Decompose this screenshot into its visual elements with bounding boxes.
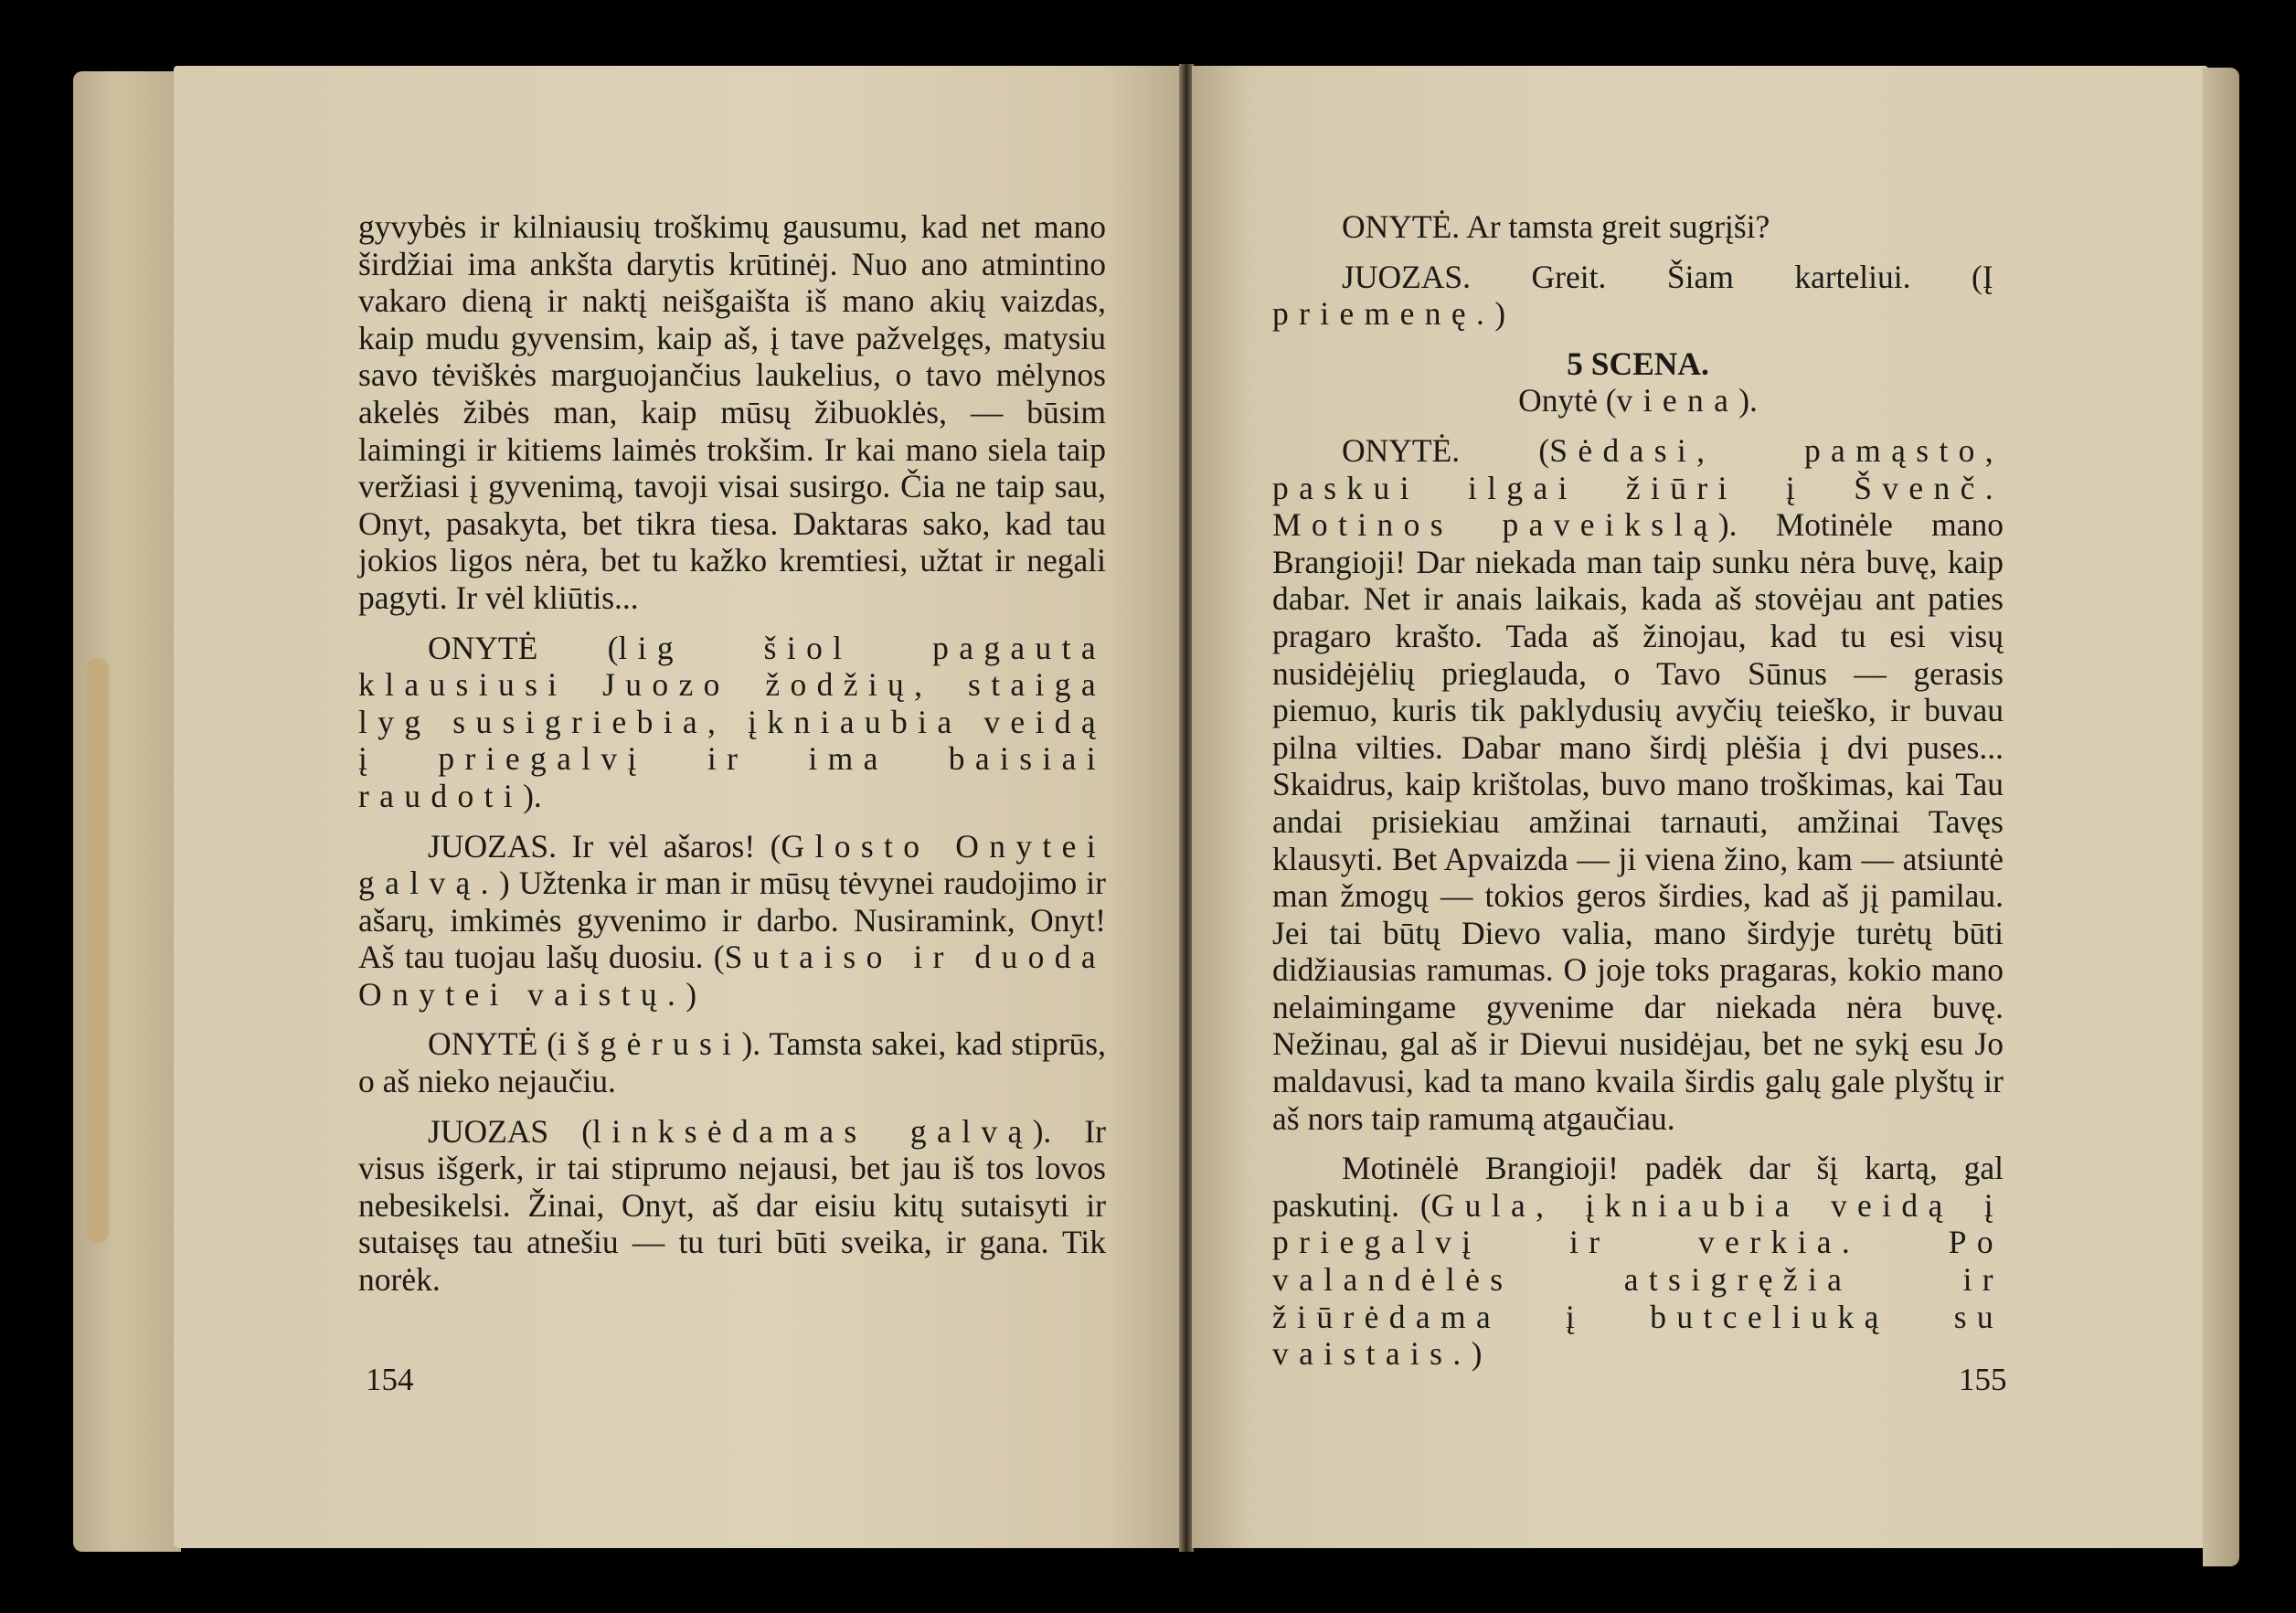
stage-direction: linksėdamas galvą [592, 1112, 1033, 1150]
dialogue-text: JUOZAS ( [428, 1112, 593, 1150]
dialogue-text: ONYTĖ. Ar tamsta greit sugrįši? [1342, 208, 1770, 245]
scene-subtitle [1272, 382, 2004, 419]
dialogue-text: ) [686, 975, 697, 1013]
page-number-right: 155 [1959, 1362, 2007, 1397]
stage-direction: lig šiol pagauta klausiusi Juozo žodžių, staiga lyg susigriebia, įkniaubia veidą į priegalvį ir ima baisiai raudoti [358, 629, 1106, 814]
paragraph-gap [1272, 333, 2004, 345]
paragraph-gap [358, 617, 1106, 630]
stage-direction: viena [1616, 382, 1739, 419]
paragraph [1272, 208, 2004, 246]
paragraph-gap [358, 1013, 1106, 1025]
dialogue-text: ). [1738, 382, 1758, 419]
paragraph-gap [358, 815, 1106, 828]
dialogue-text: ). Tamsta sakei, kad stiprūs, o aš nieko nejaučiu. [358, 1025, 1106, 1100]
dialogue-text: ) [1471, 1335, 1483, 1373]
right-page-edges [2203, 68, 2239, 1566]
dialogue-text: JUOZAS. Ir vėl ašaros! ( [428, 827, 781, 865]
paragraph-gap [1272, 419, 2004, 432]
stage-direction: Sutaiso ir duoda Onytei vaistų. [358, 939, 1106, 1013]
dialogue-text: Motinėlė Brangioji! padėk dar šį kartą, gal paskutinį. ( [1272, 1150, 2004, 1224]
page-stain [87, 658, 109, 1243]
dialogue-text: JUOZAS. Greit. Šiam karteliui. ( [1342, 258, 1982, 295]
paragraph-gap [1272, 246, 2004, 259]
dialogue-text: ONYTĖ ( [428, 629, 619, 666]
dialogue-text: ). [523, 777, 542, 814]
left-page-text [358, 208, 1106, 1299]
stage-direction: Glosto Onytei galvą. [358, 827, 1106, 902]
dialogue-text: gyvybės ir kilniausių troškimų gausumu, kad net mano širdžiai ima ankšta darytis krūtinėj. Nuo ano atmintino vakaro dieną ir naktį neišgaišta iš mano akių vaizdas, kaip mudu gyvensim, kaip aš, į tave pažvelgęs, matysiu savo tėviškės marguojančius laukelius, o tavo mėlynos akelės žibės man, kaip mūsų žibuoklės, — būsim laimingi ir kitiems laimės trokšim. Ir kai mano siela taip veržiasi į gyvenimą, tavoji visai susirgo. Čia ne taip sau, Onyt, pasakyta, bet tikra tiesa. Daktaras sako, kad tau jokios ligos nėra, bet tu kažko kremtiesi, užtat ir negali pagyti. Ir vėl kliūtis... [358, 208, 1106, 616]
paragraph [358, 828, 1106, 1013]
paragraph [1272, 259, 2004, 333]
dialogue-text: ). Motinėle mano Brangioji! Dar niekada man taip sunku nėra buvę, kaip dabar. Net ir anais laikais, kada aš stovėjau ant paties pragaro krašto. Tada aš žinojau, kad tu esi visų nusidėjėlių prieglauda, o Tavo Sūnus — gerasis piemuo, kuris tik paklydusių avyčių teieško, ir buvau pilna vilties. Dabar mano širdį plėšia į dvi puses... Skaidrus, kaip krištolas, buvo mano troškimas, kai Tau andai prisiekiau amžinai tarnauti, amžinai Tavęs klausyti. Bet Apvaizda — ji viena žino, kam — atsiuntė man žmogų — tokios geros širdies, kad aš jį pamilau. Jei tai būtų Dievo valia, mano širdyje turėtų būti didžiausias ramumas. O joje toks pragaras, kokio mano nelaimingame gyvenime dar niekada nėra buvę. Nežinau, gal aš ir Dievui nusidėjau, bet ne sykį esu Jo maldavusi, kad ta mano kvaila širdis galų gale plyštų ir aš nors taip ramumą atgaučiau. [1272, 506, 2004, 1137]
paragraph [358, 630, 1106, 815]
paragraph [358, 208, 1106, 617]
stage-direction: Sėdasi, pamąsto, paskui ilgai žiūri į Švenč. Motinos paveikslą [1272, 431, 2004, 544]
dialogue-text: Onytė ( [1518, 382, 1617, 419]
stage-direction: Į priemenę. [1272, 258, 2004, 333]
dialogue-text: ONYTĖ. ( [1342, 431, 1550, 469]
paragraph-gap [1272, 1137, 2004, 1150]
stage-direction: išgėrusi [558, 1025, 742, 1063]
paragraph [358, 1025, 1106, 1099]
page-number-left: 154 [366, 1362, 414, 1397]
dialogue-text: ) Užtenka ir man ir mūsų tėvynei raudojimo ir ašarų, imkimės gyvenimo ir darbo. Nusiramink, Onyt! Aš tau tuojau lašų duosiu. ( [358, 865, 1106, 976]
right-page-text [1272, 208, 2004, 1373]
dialogue-text: ONYTĖ ( [428, 1025, 558, 1063]
scene-title: 5 SCENA. [1567, 345, 1709, 382]
paragraph-gap [358, 1100, 1106, 1113]
paragraph [1272, 1150, 2004, 1373]
paragraph [1272, 432, 2004, 1137]
dialogue-text: ). Ir visus išgerk, ir tai stiprumo nejausi, bet jau iš tos lovos nebesikelsi. Žinai, Onyt, aš dar eisiu kitų sutaisyti ir sutaisęs tau atnešiu — tu turi būti sveika, ir gana. Tik norėk. [358, 1112, 1106, 1299]
dialogue-text: ) [1494, 295, 1506, 333]
paragraph [358, 1113, 1106, 1299]
stage-direction: Gula, įkniaubia veidą į priegalvį ir verkia. Po valandėlės atsigręžia ir žiūrėdama į butceliuką su vaistais. [1272, 1186, 2004, 1373]
